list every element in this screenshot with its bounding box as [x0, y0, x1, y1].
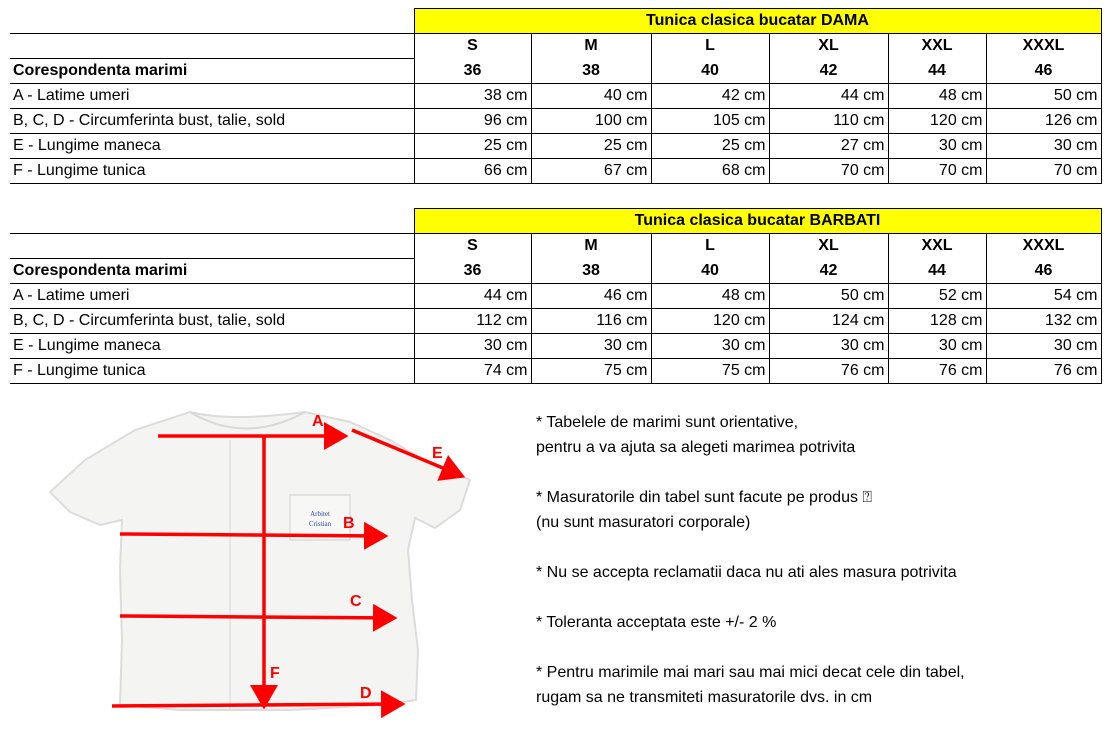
table-cell: 50 cm — [986, 84, 1101, 109]
size-header: L — [651, 34, 769, 59]
row-label: Corespondenta marimi — [10, 59, 414, 84]
table-cell: 42 — [769, 59, 888, 84]
table-cell: 38 — [531, 259, 651, 284]
size-header: XXL — [888, 234, 986, 259]
table-cell: 30 cm — [888, 134, 986, 159]
table-cell: 110 cm — [769, 109, 888, 134]
table-cell: 120 cm — [651, 309, 769, 334]
table-row — [10, 159, 1101, 184]
size-header: S — [414, 34, 531, 59]
size-header: XXXL — [986, 34, 1101, 59]
size-header: XXXL — [986, 234, 1101, 259]
table-cell: 44 — [888, 59, 986, 84]
size-header-row — [10, 234, 1101, 259]
note-line: * Masuratorile din tabel sunt facute pe produs ⍰ — [536, 489, 873, 506]
table-row — [10, 84, 1101, 109]
table-cell: 40 — [651, 59, 769, 84]
table-cell: 46 — [986, 59, 1101, 84]
table-cell: 30 cm — [414, 334, 531, 359]
table-row — [10, 259, 1101, 284]
table-cell: 40 — [651, 259, 769, 284]
table-row — [10, 109, 1101, 134]
table-cell: 54 cm — [986, 284, 1101, 309]
table-cell: 36 — [414, 59, 531, 84]
size-header-row — [10, 34, 1101, 59]
table-cell: 30 cm — [769, 334, 888, 359]
table-cell: 76 cm — [986, 359, 1101, 384]
table-cell: 42 — [769, 259, 888, 284]
table-row — [10, 309, 1101, 334]
table-cell: 48 cm — [888, 84, 986, 109]
row-label: A - Latime umeri — [10, 284, 414, 309]
label-d: D — [360, 685, 372, 702]
table-cell: 30 cm — [986, 134, 1101, 159]
table-cell: 70 cm — [888, 159, 986, 184]
table-cell: 27 cm — [769, 134, 888, 159]
size-header: M — [531, 34, 651, 59]
table-cell: 44 — [888, 259, 986, 284]
pocket-logo-text: Arbitet — [310, 510, 330, 518]
table-cell: 38 — [531, 59, 651, 84]
table-cell: 132 cm — [986, 309, 1101, 334]
table-cell: 66 cm — [414, 159, 531, 184]
table-cell: 75 cm — [651, 359, 769, 384]
note-line: * Pentru marimile mai mari sau mai mici decat cele din tabel, — [536, 664, 965, 681]
table-cell: 44 cm — [414, 284, 531, 309]
size-header: XXL — [888, 34, 986, 59]
table-cell: 30 cm — [651, 334, 769, 359]
size-header: XL — [769, 234, 888, 259]
table-cell: 96 cm — [414, 109, 531, 134]
table-cell: 128 cm — [888, 309, 986, 334]
table-cell: 48 cm — [651, 284, 769, 309]
table-cell: 36 — [414, 259, 531, 284]
table-row — [10, 284, 1101, 309]
size-table-barbati — [10, 208, 1102, 384]
size-table-dama — [10, 8, 1102, 184]
row-label: E - Lungime maneca — [10, 334, 414, 359]
note-line: (nu sunt masuratori corporale) — [536, 514, 751, 531]
table-cell: 40 cm — [531, 84, 651, 109]
note — [536, 560, 1111, 585]
table-cell: 30 cm — [531, 334, 651, 359]
notes — [536, 410, 1111, 735]
table-cell: 112 cm — [414, 309, 531, 334]
pocket-logo-text: Cristian — [308, 520, 332, 528]
table-cell: 30 cm — [888, 334, 986, 359]
table-cell: 30 cm — [986, 334, 1101, 359]
table-cell: 25 cm — [531, 134, 651, 159]
row-label: B, C, D - Circumferinta bust, talie, sold — [10, 309, 414, 334]
label-a: A — [312, 413, 324, 430]
table-cell: 67 cm — [531, 159, 651, 184]
note — [536, 410, 1111, 460]
table-cell: 126 cm — [986, 109, 1101, 134]
table-cell: 44 cm — [769, 84, 888, 109]
note-line: rugam sa ne transmiteti masuratorile dvs. in cm — [536, 689, 873, 706]
note-line: pentru a va ajuta sa alegeti marimea potrivita — [536, 439, 856, 456]
table-cell: 25 cm — [414, 134, 531, 159]
label-b: B — [343, 515, 355, 532]
table-cell: 105 cm — [651, 109, 769, 134]
table-cell: 70 cm — [986, 159, 1101, 184]
arrow-c — [120, 616, 394, 618]
table-cell: 50 cm — [769, 284, 888, 309]
note — [536, 610, 1111, 635]
note-line: * Tabelele de marimi sunt orientative, — [536, 414, 799, 431]
row-label: F - Lungime tunica — [10, 159, 414, 184]
table-row — [10, 59, 1101, 84]
table-row — [10, 359, 1101, 384]
table-cell: 100 cm — [531, 109, 651, 134]
table-row — [10, 134, 1101, 159]
row-label: F - Lungime tunica — [10, 359, 414, 384]
table-cell: 46 cm — [531, 284, 651, 309]
label-c: C — [350, 593, 362, 610]
table-cell: 52 cm — [888, 284, 986, 309]
row-label: A - Latime umeri — [10, 84, 414, 109]
size-header: S — [414, 234, 531, 259]
table-cell: 124 cm — [769, 309, 888, 334]
label-e: E — [432, 445, 443, 462]
row-label: Corespondenta marimi — [10, 259, 414, 284]
arrow-d — [112, 704, 402, 706]
label-f: F — [270, 665, 280, 682]
note — [536, 485, 1111, 535]
note-line: * Nu se accepta reclamatii daca nu ati ales masura potrivita — [536, 564, 957, 581]
size-header: XL — [769, 34, 888, 59]
note — [536, 660, 1111, 710]
table-cell: 76 cm — [888, 359, 986, 384]
tunic-shape — [50, 412, 470, 710]
row-label: E - Lungime maneca — [10, 134, 414, 159]
size-header: L — [651, 234, 769, 259]
note-line: * Toleranta acceptata este +/- 2 % — [536, 614, 777, 631]
table-cell: 70 cm — [769, 159, 888, 184]
table-cell: 46 — [986, 259, 1101, 284]
size-header: M — [531, 234, 651, 259]
table-cell: 68 cm — [651, 159, 769, 184]
table-cell: 38 cm — [414, 84, 531, 109]
table-row — [10, 334, 1101, 359]
table-cell: 75 cm — [531, 359, 651, 384]
table-cell: 76 cm — [769, 359, 888, 384]
table-cell: 25 cm — [651, 134, 769, 159]
table-cell: 120 cm — [888, 109, 986, 134]
table-cell: 116 cm — [531, 309, 651, 334]
table-title: Tunica clasica bucatar DAMA — [414, 9, 1101, 34]
tunic-measurement-diagram — [40, 400, 500, 726]
arrow-b — [120, 534, 385, 536]
table-cell: 42 cm — [651, 84, 769, 109]
row-label: B, C, D - Circumferinta bust, talie, sold — [10, 109, 414, 134]
table-title: Tunica clasica bucatar BARBATI — [414, 209, 1101, 234]
table-cell: 74 cm — [414, 359, 531, 384]
